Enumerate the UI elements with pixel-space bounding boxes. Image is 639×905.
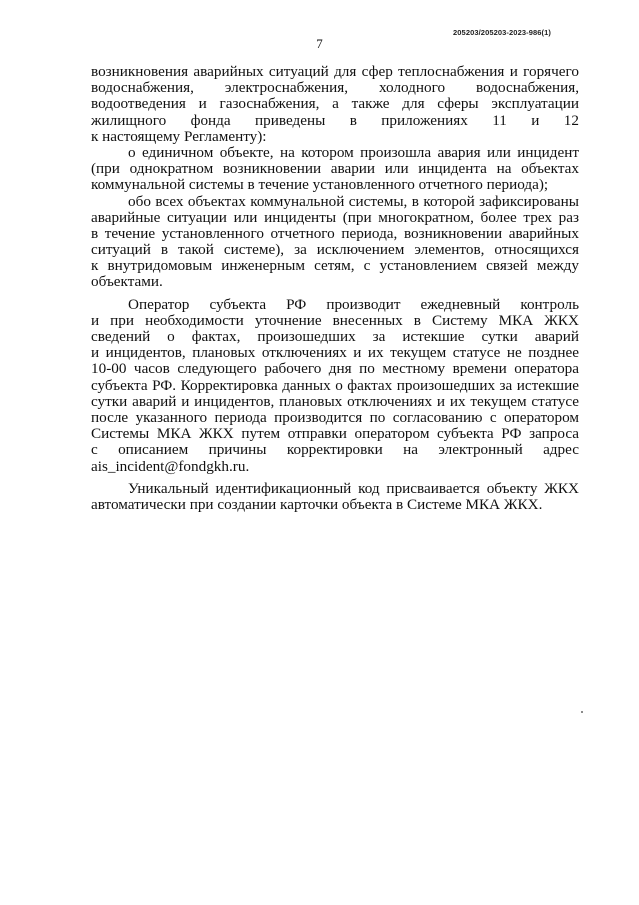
text-line: водоотведения и газоснабжения, а также для сферы эксплуатации (91, 95, 579, 113)
text-line: аварийные ситуации или инциденты (при многократном, более трех раз (91, 208, 579, 226)
paragraph (91, 145, 579, 194)
text-line: с описанием причины корректировки на электронный адрес (91, 441, 579, 459)
text-line: Оператор субъекта РФ производит ежедневный контроль (128, 295, 579, 313)
paragraph (91, 297, 579, 475)
text-line: к внутридомовым инженерным сетям, с установлением связей между (91, 257, 579, 275)
text-line: Системы МКА ЖКХ путем отправки оператором субъекта РФ запроса (91, 425, 579, 443)
text-line: автоматически при создании карточки объекта в Системе МКА ЖКХ. (91, 495, 543, 513)
text-line: сутки аварий и инцидентов, плановых отключениях и их текущем статусе (91, 392, 579, 410)
text-line: обо всех объектах коммунальной системы, в которой зафиксированы (128, 192, 579, 210)
document-body (91, 64, 579, 513)
text-line: коммунальной системы в течение установленного отчетного периода); (91, 176, 549, 194)
text-line: возникновения аварийных ситуаций для сфер теплоснабжения и горячего (91, 63, 579, 80)
email-address: ais_incident@fondgkh.ru. (91, 457, 250, 475)
text-line: 10-00 часов следующего рабочего дня по местному времени оператора (91, 360, 579, 378)
document-id: 205203/205203-2023-986(1) (453, 28, 551, 37)
text-line: после указанного периода производится по согласованию с оператором (91, 408, 579, 426)
text-line: ситуаций в такой системе), за исключением элементов, относящихся (91, 241, 579, 259)
paragraph (91, 481, 579, 513)
text-line: (при однократном возникновении аварии или инцидента на объектах (91, 160, 579, 178)
paragraph (91, 194, 579, 291)
text-line: объектами. (91, 273, 163, 291)
text-line: и при необходимости уточнение внесенных в Систему МКА ЖКХ (91, 311, 579, 329)
scan-artifact (581, 711, 583, 713)
text-line: субъекта РФ. Корректировка данных о фактах произошедших за истекшие (91, 376, 579, 394)
text-line: жилищного фонда приведены в приложениях 11 и 12 (91, 111, 579, 129)
text-line: сведений о фактах, произошедших за истекшие сутки аварий (91, 328, 579, 345)
text-line: водоснабжения, электроснабжения, холодного водоснабжения, (91, 79, 579, 97)
text-line: и инцидентов, плановых отключениях и их текущем статусе не позднее (91, 344, 579, 362)
text-line: Уникальный идентификационный код присваивается объекту ЖКХ (128, 479, 579, 497)
paragraph (91, 64, 579, 145)
text-line: к настоящему Регламенту): (91, 127, 267, 145)
text-line: в течение установленного отчетного периода, возникновении аварийных (91, 224, 579, 242)
text-line: о единичном объекте, на котором произошла авария или инцидент (128, 143, 579, 161)
page-number: 7 (316, 36, 323, 51)
